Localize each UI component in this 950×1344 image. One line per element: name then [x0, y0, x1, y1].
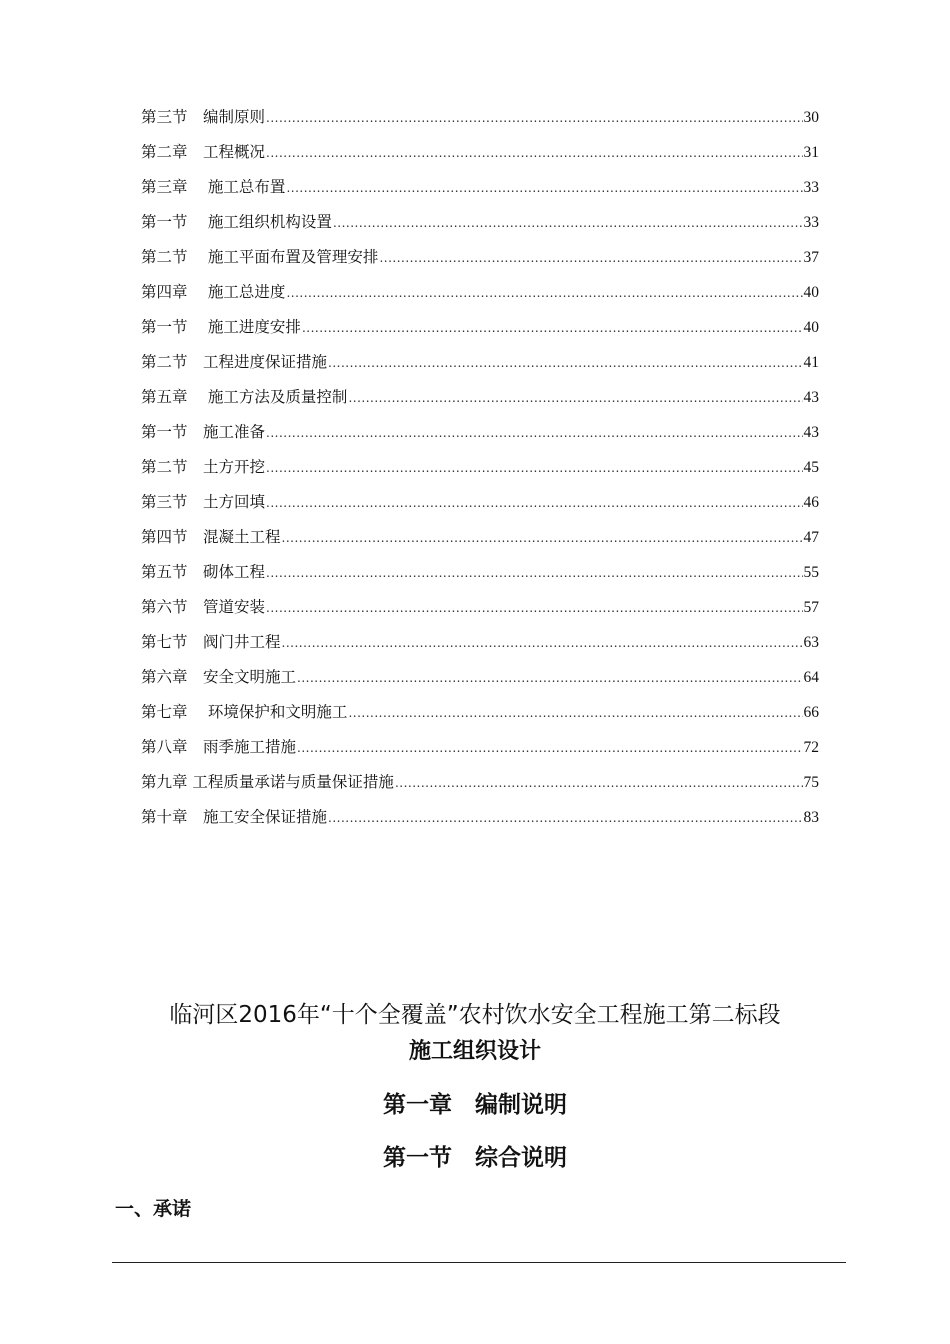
- toc-entry-label: 第四章 施工总进度: [141, 283, 286, 301]
- toc-entry-label: 第六节 管道安装: [141, 598, 266, 616]
- toc-page-number: 46: [803, 494, 819, 511]
- subsection-heading: 一、承诺: [115, 1198, 192, 1220]
- toc-entry-label: 第七节 阀门井工程: [141, 633, 281, 651]
- toc-entry[interactable]: [141, 800, 819, 835]
- toc-entry[interactable]: [141, 520, 819, 555]
- section-heading: 第一节 综合说明: [383, 1145, 567, 1171]
- toc-page-number: 63: [803, 634, 819, 651]
- toc-entry-label: 第一节 施工进度安排: [141, 318, 301, 336]
- toc-dot-leader: [379, 241, 802, 276]
- toc-dot-leader: [282, 626, 803, 661]
- toc-entry-label: 第三节 编制原则: [141, 108, 266, 126]
- toc-page-number: 47: [803, 529, 819, 546]
- toc-page-number: 75: [803, 774, 819, 791]
- toc-entry[interactable]: [141, 695, 819, 730]
- toc-entry-label: 第八章 雨季施工措施: [141, 738, 297, 756]
- toc-page-number: 45: [803, 459, 819, 476]
- toc-dot-leader: [395, 766, 803, 801]
- toc-dot-leader: [302, 311, 803, 346]
- toc-page-number: 64: [803, 669, 819, 686]
- toc-dot-leader: [286, 276, 802, 311]
- toc-dot-leader: [297, 661, 802, 696]
- toc-page-number: 33: [803, 214, 819, 231]
- toc-entry-label: 第一节 施工准备: [141, 423, 266, 441]
- toc-entry[interactable]: [141, 415, 819, 450]
- toc-entry[interactable]: [141, 100, 819, 135]
- toc-page-number: 55: [803, 564, 819, 581]
- toc-entry-label: 第四节 混凝土工程: [141, 528, 281, 546]
- toc-dot-leader: [266, 486, 802, 521]
- toc-entry[interactable]: [141, 275, 819, 310]
- toc-dot-leader: [266, 556, 802, 591]
- toc-entry-label: 第九章 工程质量承诺与质量保证措施: [141, 773, 394, 791]
- toc-entry-label: 第七章 环境保护和文明施工: [141, 703, 348, 721]
- page-divider: [112, 1262, 846, 1263]
- toc-entry[interactable]: [141, 205, 819, 240]
- toc-entry-label: 第三节 土方回填: [141, 493, 266, 511]
- toc-dot-leader: [266, 591, 802, 626]
- toc-page-number: 57: [803, 599, 819, 616]
- toc-entry[interactable]: [141, 240, 819, 275]
- toc-page-number: 40: [803, 319, 819, 336]
- toc-entry-label: 第二节 工程进度保证措施: [141, 353, 328, 371]
- toc-page-number: 41: [803, 354, 819, 371]
- toc-entry[interactable]: [141, 170, 819, 205]
- toc-dot-leader: [286, 171, 802, 206]
- toc-dot-leader: [266, 416, 802, 451]
- toc-entry[interactable]: [141, 380, 819, 415]
- toc-dot-leader: [328, 801, 802, 836]
- toc-dot-leader: [282, 521, 803, 556]
- toc-entry[interactable]: [141, 730, 819, 765]
- toc-dot-leader: [266, 451, 802, 486]
- toc-dot-leader: [266, 101, 802, 136]
- toc-dot-leader: [348, 381, 802, 416]
- toc-entry-label: 第五节 砌体工程: [141, 563, 266, 581]
- toc-dot-leader: [328, 346, 802, 381]
- toc-entry[interactable]: [141, 310, 819, 345]
- toc-entry-label: 第二节 施工平面布置及管理安排: [141, 248, 379, 266]
- table-of-contents: [141, 100, 819, 835]
- toc-page-number: 66: [803, 704, 819, 721]
- toc-entry[interactable]: [141, 345, 819, 380]
- toc-entry[interactable]: [141, 765, 819, 800]
- toc-entry[interactable]: [141, 135, 819, 170]
- toc-page-number: 31: [803, 144, 819, 161]
- toc-entry[interactable]: [141, 485, 819, 520]
- toc-page-number: 30: [803, 109, 819, 126]
- toc-entry-label: 第十章 施工安全保证措施: [141, 808, 328, 826]
- toc-entry[interactable]: [141, 590, 819, 625]
- toc-entry-label: 第二节 土方开挖: [141, 458, 266, 476]
- toc-entry-label: 第二章 工程概况: [141, 143, 266, 161]
- toc-page-number: 43: [803, 424, 819, 441]
- document-title: 临河区2016年“十个全覆盖”农村饮水安全工程施工第二标段: [169, 1002, 781, 1028]
- toc-entry[interactable]: [141, 450, 819, 485]
- toc-entry[interactable]: [141, 555, 819, 590]
- toc-entry-label: 第一节 施工组织机构设置: [141, 213, 332, 231]
- toc-dot-leader: [266, 136, 802, 171]
- toc-entry-label: 第三章 施工总布置: [141, 178, 286, 196]
- toc-page-number: 83: [803, 809, 819, 826]
- toc-dot-leader: [348, 696, 802, 731]
- chapter-heading: 第一章 编制说明: [383, 1092, 567, 1118]
- toc-dot-leader: [333, 206, 803, 241]
- document-subtitle: 施工组织设计: [408, 1039, 541, 1064]
- toc-page-number: 33: [803, 179, 819, 196]
- toc-page-number: 43: [803, 389, 819, 406]
- toc-page-number: 72: [803, 739, 819, 756]
- toc-entry-label: 第五章 施工方法及质量控制: [141, 388, 348, 406]
- toc-entry[interactable]: [141, 660, 819, 695]
- toc-page-number: 37: [803, 249, 819, 266]
- toc-page-number: 40: [803, 284, 819, 301]
- toc-entry-label: 第六章 安全文明施工: [141, 668, 297, 686]
- toc-entry[interactable]: [141, 625, 819, 660]
- toc-dot-leader: [297, 731, 802, 766]
